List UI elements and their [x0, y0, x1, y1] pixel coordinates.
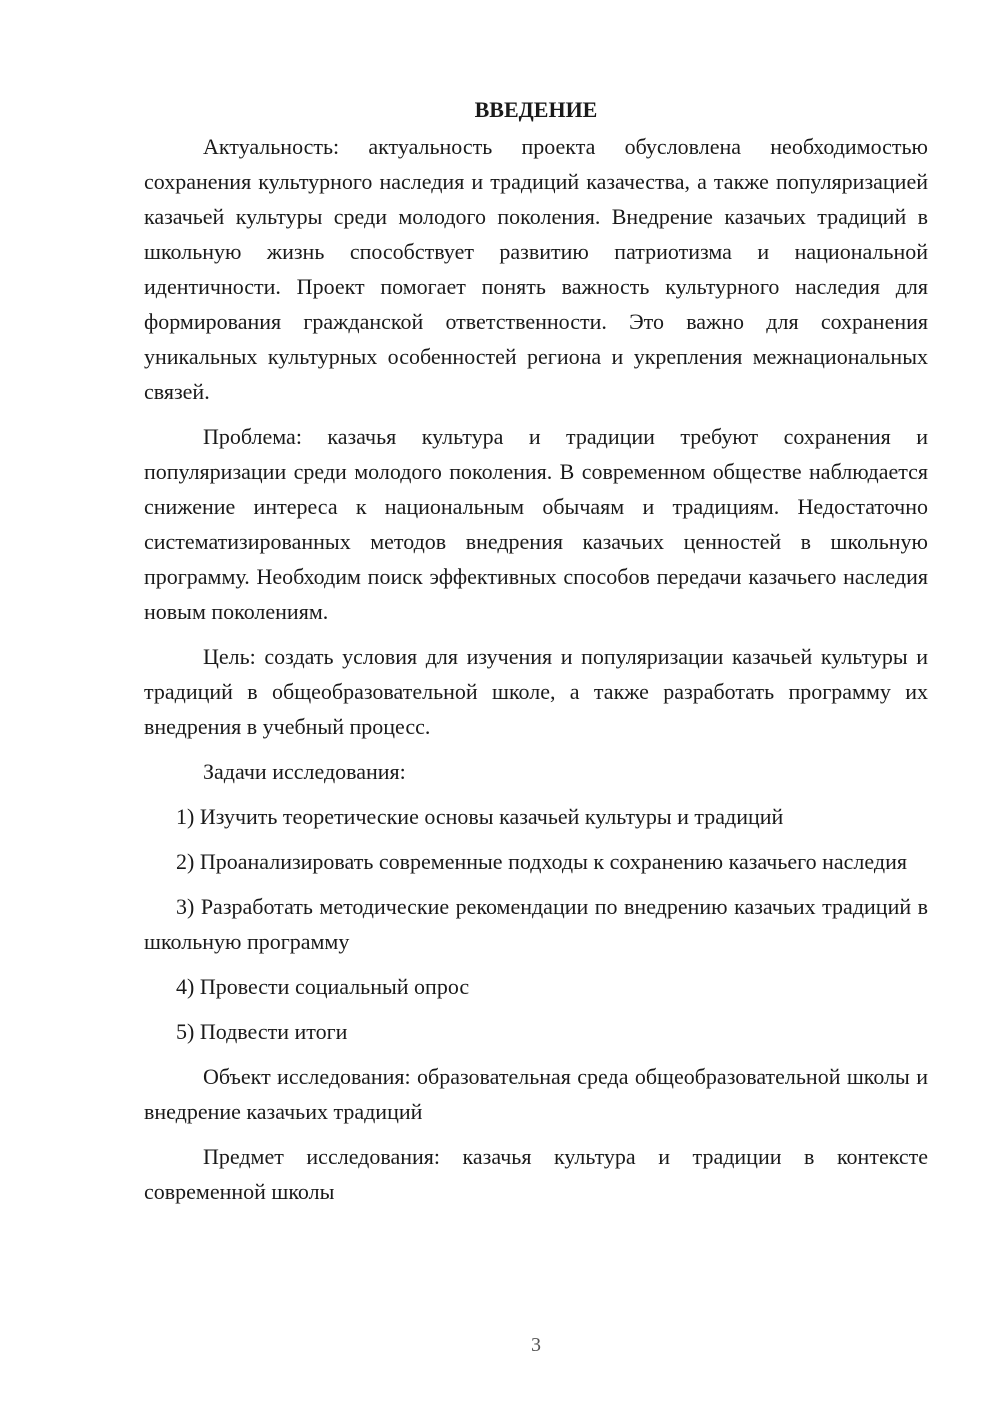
paragraph-tasks-intro: Задачи исследования: — [203, 759, 406, 784]
task-item-1: 1) Изучить теоретические основы казачьей культуры и традиций — [176, 804, 784, 829]
paragraph-goal: Цель: создать условия для изучения и популяризации казачьей культуры и традиций в общеобразовательной школе, а также разработать программу их внедрения в учебный процесс. — [144, 644, 928, 739]
paragraph-relevance: Актуальность: актуальность проекта обусловлена необходимостью сохранения культурного наследия и традиций казачества, а также популяризацией казачьей культуры среди молодого поколения. Внедрение казачьих традиций в школьную жизнь способствует развитию патриотизма и национальной идентичности. Проект помогает понять важность культурного наследия для формирования гражданской ответственности. Это важно для сохранения уникальных культурных особенностей региона и укрепления межнациональных связей. — [144, 134, 928, 404]
task-item-3: 3) Разработать методические рекомендации по внедрению казачьих традиций в школьную программу — [144, 894, 928, 954]
section-heading: ВВЕДЕНИЕ — [474, 97, 598, 122]
page-content — [144, 92, 928, 1219]
task-item-2: 2) Проанализировать современные подходы к сохранению казачьего наследия — [176, 849, 907, 874]
paragraph-subject: Предмет исследования: казачья культура и традиции в контексте современной школы — [144, 1144, 928, 1204]
page-number: 3 — [531, 1334, 541, 1356]
paragraph-problem: Проблема: казачья культура и традиции требуют сохранения и популяризации среди молодого поколения. В современном обществе наблюдается снижение интереса к национальным обычаям и традициям. Недостаточно систематизированных методов внедрения казачьих ценностей в школьную программу. Необходим поиск эффективных способов передачи казачьего наследия новым поколениям. — [144, 424, 928, 624]
task-item-4: 4) Провести социальный опрос — [176, 974, 470, 999]
paragraph-object: Объект исследования: образовательная среда общеобразовательной школы и внедрение казачьих традиций — [144, 1064, 928, 1124]
task-item-5: 5) Подвести итоги — [176, 1019, 348, 1044]
